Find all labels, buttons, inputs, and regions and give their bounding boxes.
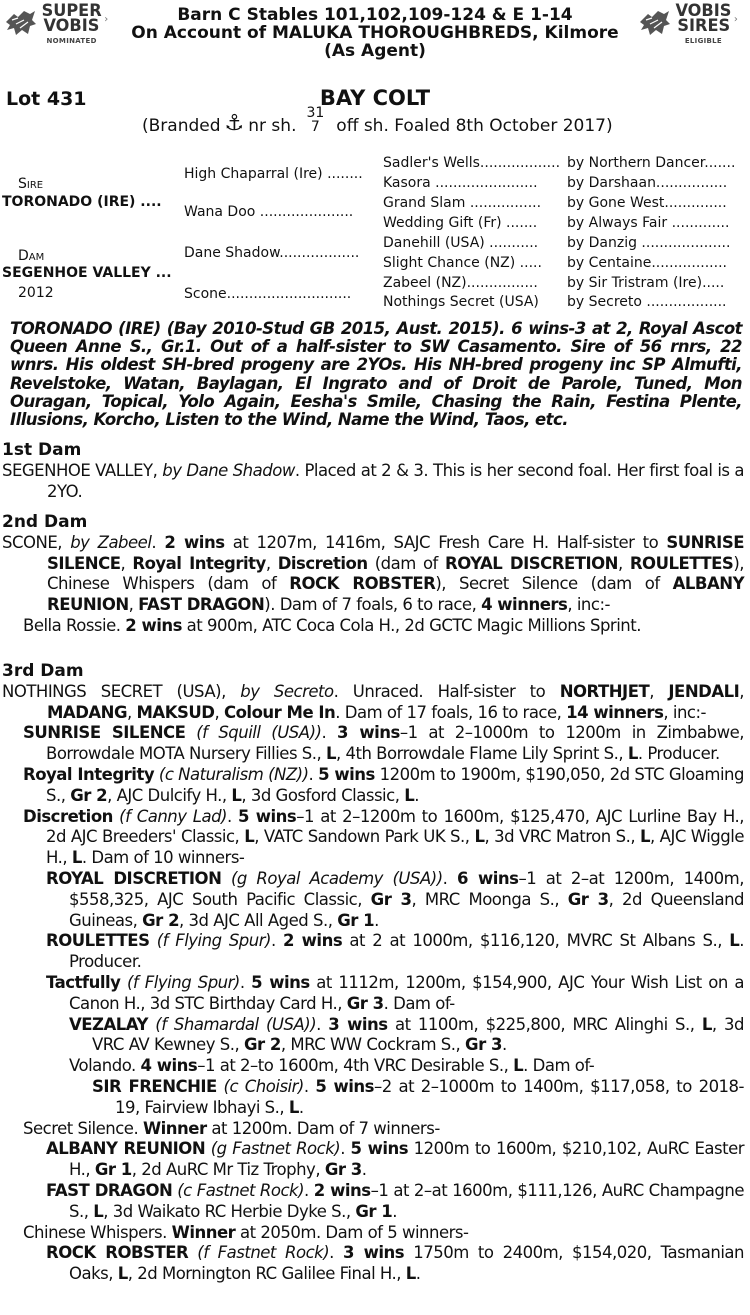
brand-description [142,105,613,140]
text: at 1112m, 1200m, $154,900, AJC Your Wish List on a Canon H., 3d STC Birthday Card H., [69,972,744,1013]
bold-text: ROYAL DISCRETION [445,553,618,573]
wins: Winner [171,1222,236,1242]
text: , 3d AJC All Aged S., [179,910,338,930]
bold-text: Discretion [277,553,368,573]
text: . [316,1014,329,1034]
bold-text: ROULETTES [629,553,734,573]
third-dam-section [0,661,750,1285]
gen3-name-3: Grand Slam ................ [383,195,542,211]
text: . [151,532,165,552]
text: . [239,972,252,992]
brand-fraction [306,106,324,134]
wins: 2 wins [282,931,343,951]
gen3-name-6: Slight Chance (NZ) ..... [383,255,542,271]
bold-text: 4 winners [481,595,568,615]
dam-sire: by Dane Shadow [162,460,295,480]
wins: Winner [142,1118,207,1138]
text: . Dam of 17 foals, 16 to race, [335,702,567,722]
sex-sire: (f Flying Spur) [149,931,271,951]
text: –1 at 2–1000m to 1200m in Zimbabwe, Borrowdale MOTA Nursery Fillies S., [46,723,744,764]
horse-name: Chinese Whispers. [23,1222,172,1242]
progeny-discretion [0,807,750,869]
near-shoulder-label: nr sh. [248,116,297,136]
logo-sub-nominated: NOMINATED [46,37,97,45]
text: , 2d Queensland Guineas, [69,889,745,930]
text: ), Secret Silence (dam of [435,574,673,594]
text: , MRC WW Cockram S., [280,1035,466,1055]
branded-label: (Branded [142,116,221,136]
bold-text: FAST DRAGON [138,595,265,615]
sire-sire: High Chaparral (Ire) ........ [184,166,363,182]
race-grade: Gr 3 [324,1160,362,1180]
text: . [303,1076,316,1096]
race-grade: L [326,744,337,764]
text: , [649,681,669,701]
sex-sire: (c Naturalism (NZ)) [154,764,309,784]
sex-sire: (c Choisir) [216,1076,304,1096]
logo-text-vobis: VOBIS [43,16,100,36]
race-grade: Gr 2 [70,785,108,805]
text: . Producer. [637,744,720,764]
sire-name: TORONADO (IRE) .... [2,194,162,210]
progeny-sir-frenchie [0,1077,750,1119]
text: , [128,595,139,615]
race-grade: L [405,1264,416,1284]
race-grade: L [244,827,255,847]
progeny-vezalay [0,1015,750,1057]
bold-text: 14 winners [566,702,664,722]
progeny-tactfully [0,973,750,1015]
progeny-albany-reunion [0,1139,750,1181]
text: , 3d Waikato RC Herbie Dyke S., [103,1201,356,1221]
text: –2 at 2–1000m to 1400m, $117,058, to 2018-19, Fairview Ibhayi S., [115,1076,745,1117]
text: . Producer. [69,931,744,972]
horse-name: Secret Silence. [23,1118,143,1138]
dam-dam: Scone............................ [184,286,352,302]
text: , 3d Gosford Classic, [241,785,405,805]
agent-line: (As Agent) [324,41,426,61]
gen3-by-5: by Danzig .................... [567,235,731,251]
third-dam-text: NOTHINGS SECRET (USA), by Secreto. Unraced. Half-sister to NORTHJET, JENDALI, MADANG, MAKSUD, Colour Me In. Dam of 17 foals, 16 to race, 14 winners, inc:- [2,681,744,722]
sex-sire: (f Shamardal (USA)) [147,1014,317,1034]
progeny-roulettes [0,931,750,973]
text: ), Chinese Whispers (dam of [47,553,744,594]
race-grade: L [288,1097,299,1117]
text: . [442,868,457,888]
logo-text-super: SUPER [41,1,102,21]
race-grade: L [93,1201,104,1221]
bold-text: ALBANY REUNION [47,574,745,615]
sire-description: TORONADO (IRE) (Bay 2010-Stud GB 2015, Aust. 2015). 6 wins-3 at 2, Royal Ascot Queen Anne S., Gr.1. Out of a half-sister to SW Casamento. Sire of 56 rnrs, 22 wnrs. His oldest SH-bred progeny are 2YOs. His NH-bred progeny inc SP Almufti, Revelstoke, Watan, Baylagan, El Ingrato and of Droit de Parole, Tuned, Mon Ouragan, Topical, Yolo Again, Eesha's Smile, Chasing the Rain, Festina Plente, Illusions, Korcho, Listen to the Wind, Name the Wind, Taos, etc. [10,319,742,430]
progeny-royal-discretion [0,869,750,931]
text: , [120,553,133,573]
text: , AJC Wiggle H., [46,827,744,868]
progeny-rock-robster [0,1243,750,1285]
text: . [361,1160,367,1180]
text: . [227,806,239,826]
wins: 5 wins [315,1076,374,1096]
text: at 1200m. Dam of 7 winners- [206,1118,440,1138]
horse-name: FAST DRAGON [46,1180,173,1200]
race-grade: L [71,848,82,868]
first-dam-heading: 1st Dam [2,440,82,460]
race-grade: L [701,1014,712,1034]
text: ). Dam of 7 foals, 6 to race, [264,595,482,615]
dam-year: 2012 [18,285,54,301]
horse-name: Bella Rossie. [23,615,126,635]
chevron-right-icon: › [104,14,109,25]
text: , [265,553,278,573]
bold-text: JENDALI [668,681,740,701]
second-dam-heading: 2nd Dam [2,512,88,532]
gen3-by-4: by Always Fair ............. [567,215,730,231]
text: at 1207m, 1416m, SAJC Fresh Care H. Half-sister to [224,532,667,552]
text: . [329,1243,344,1263]
text: . [308,764,319,784]
text: . [414,785,419,805]
lot-number: Lot 431 [6,88,87,110]
text: , [214,702,224,722]
gen3-name-2: Kasora ....................... [383,175,538,191]
text: –1 at 2–1200m to 1600m, $125,470, AJC Lurline Bay H., 2d AJC Breeders' Classic, [46,806,744,847]
race-grade: L [729,931,740,951]
dam-name: SCONE [2,532,58,552]
gen3-by-3: by Gone West.............. [567,195,727,211]
sex-sire: (f Squill (USA)) [185,723,322,743]
text: . [270,931,283,951]
race-grade: Gr 3 [370,889,412,909]
dam-name: SEGENHOE VALLEY [2,460,153,480]
text: , 3d VRC Matron S., [484,827,640,847]
horse-name: Royal Integrity [23,764,155,784]
progeny-sunrise-silence [0,723,750,765]
horse-name: SUNRISE SILENCE [23,723,186,743]
text: at 2 at 1000m, $116,120, MVRC St Albans S., [342,931,730,951]
wins: 3 wins [328,1014,388,1034]
sex-sire: (f Canny Lad) [112,806,227,826]
gen3-name-4: Wedding Gift (Fr) ....... [383,215,538,231]
text: 1750m to 2400m, $154,020, Tasmanian Oaks, [69,1243,744,1284]
barn-location: Barn C Stables 101,102,109-124 & E 1-14 [177,5,573,25]
wins: 6 wins [456,868,519,888]
race-grade: Gr 2 [243,1035,281,1055]
gen3-name-8: Nothings Secret (USA) [383,294,539,310]
race-grade: Gr 1 [94,1160,132,1180]
text: . [340,1139,351,1159]
gen3-name-7: Zabeel (NZ)................ [383,275,538,291]
wins: 5 wins [350,1139,409,1159]
horse-name: ALBANY REUNION [46,1139,206,1159]
text: (dam of [367,553,445,573]
dam-record: . Placed at 2 & 3. This is her second foal. Her first foal is a 2YO. [47,460,745,501]
text: , [739,681,744,701]
text: –1 at 2–at 1200m, 1400m, $558,325, AJC South Pacific Classic, [69,868,744,909]
sex-sire: (g Royal Academy (USA)) [221,868,443,888]
race-grade: L [474,827,485,847]
race-grade: Gr 3 [465,1035,502,1055]
sex-sire: (c Fastnet Rock) [172,1180,305,1200]
race-grade: Gr 3 [346,993,384,1013]
gen3-name-5: Danehill (USA) ........... [383,235,539,251]
text: , MRC Moonga S., [411,889,568,909]
vendor-line: On Account of MALUKA THOROUGHBREDS, Kilmore [131,23,619,43]
anchor-icon: ⚓ [224,110,245,136]
third-dam-heading: 3rd Dam [2,661,84,681]
text: , AJC Dulcify H., [107,785,232,805]
bold-text: 2 wins [164,532,225,552]
fraction-top: 31 [306,105,325,121]
sire-dam: Wana Doo ..................... [184,204,354,220]
text: , 2d AuRC Mr Tiz Trophy, [131,1160,325,1180]
fraction-bottom: 7 [310,119,320,135]
horse-name: SIR FRENCHIE [92,1076,217,1096]
wins: 2 wins [313,1180,371,1200]
text: at 900m, ATC Coca Cola H., 2d GCTC Magic Millions Sprint. [181,615,641,635]
horse-name: Volando. [69,1056,141,1076]
text: , [617,553,630,573]
horse-name: Tactfully [46,972,121,992]
progeny-volando [0,1056,750,1077]
text: . [304,1180,314,1200]
wins: 4 wins [140,1056,198,1076]
logo-text-sires: SIRES [677,16,730,36]
gen3-by-6: by Centaine................. [567,255,727,271]
horse-name: ROYAL DISCRETION [46,868,222,888]
bold-text: NORTHJET [559,681,650,701]
horse-name: VEZALAY [69,1014,148,1034]
text: , 2d Mornington RC Galilee Final H., [127,1264,406,1284]
bold-text: Colour Me In [223,702,336,722]
text: , 3d VRC AV Kewney S., [92,1014,744,1055]
race-grade: L [404,785,415,805]
horse-name: ROCK ROBSTER [46,1243,189,1263]
race-grade: L [231,785,242,805]
text: 1200m to 1600m, $210,102, AuRC Easter H., [69,1139,744,1180]
lot-title: BAY COLT [319,86,431,110]
wins: 5 wins [238,806,297,826]
race-grade: L [117,1264,128,1284]
text: . [392,1201,397,1221]
progeny-chinese-whispers [0,1223,750,1244]
foaling-date: off sh. Foaled 8th October 2017) [336,116,613,136]
text: , 4th Borrowdale Flame Lily Sprint S., [336,744,628,764]
text: . Dam of- [523,1056,595,1076]
dam-name: SEGENHOE VALLEY ... [2,265,172,281]
logo-text-vobis: VOBIS [675,1,732,21]
text: –1 at 2–at 1600m, $111,126, AuRC Champagne S., [69,1180,744,1221]
progeny-fast-dragon [0,1181,750,1223]
wins: 3 wins [337,723,400,743]
progeny-royal-integrity [0,765,750,807]
text: . [321,723,338,743]
horse-name: ROULETTES [46,931,150,951]
race-grade: L [513,1056,524,1076]
gen3-by-8: by Secreto .................. [567,294,727,310]
text: , inc:- [567,595,610,615]
sex-sire: (g Fastnet Rock) [205,1139,341,1159]
race-grade: Gr 3 [567,889,609,909]
bold-text: MADANG [47,702,128,722]
dam-sire: by Zabeel [70,532,152,552]
text: 1200m to 1900m, $190,050, 2d STC Gloaming S., [46,764,744,805]
bold-text: ROCK ROBSTER [289,574,436,594]
text: . [298,1097,304,1117]
bold-text: Royal Integrity [132,553,266,573]
race-grade: Gr 1 [355,1201,393,1221]
progeny-secret-silence [0,1119,750,1140]
text: , [127,702,137,722]
race-grade: L [639,827,650,847]
text: , VATC Sandown Park UK S., [254,827,475,847]
text: . [374,910,379,930]
sire-label: Sire [18,176,44,192]
gen3-name-1: Sadler's Wells.................. [383,155,561,171]
text: . [501,1035,507,1055]
bold-text: SUNRISE SILENCE [47,532,744,573]
wins: 5 wins [251,972,310,992]
dam-sire: Dane Shadow.................. [184,245,360,261]
text: at 1100m, $225,800, MRC Alinghi S., [387,1014,702,1034]
gen3-by-7: by Sir Tristram (Ire)..... [567,275,725,291]
gen3-by-2: by Darshaan................ [567,175,728,191]
text: –1 at 2–to 1600m, 4th VRC Desirable S., [197,1056,514,1076]
text: . [415,1264,421,1284]
gen3-by-1: by Northern Dancer....... [567,155,736,171]
second-dam-text: SCONE, by Zabeel. 2 wins at 1207m, 1416m, SAJC Fresh Care H. Half-sister to SUNRISE SILENCE, Royal Integrity, Discretion (dam of ROYAL DISCRETION, ROULETTES), Chinese Whispers (dam of ROCK ROBSTER), Secret Silence (dam of ALBANY REUNION, FAST DRAGON). Dam of 7 foals, 6 to race, 4 winners, inc:- [2,532,745,615]
text: . Unraced. Half-sister to [333,681,560,701]
second-dam-section [0,512,750,637]
text: at 2050m. Dam of 5 winners- [235,1222,469,1242]
horse-name: Discretion [23,806,113,826]
dam-sire: by Secreto [240,681,334,701]
first-dam-text: SEGENHOE VALLEY, by Dane Shadow. Placed at 2 & 3. This is her second foal. Her first foal is a 2YO. [2,460,745,501]
text: . Dam of 10 winners- [81,848,245,868]
logo-sub-eligible: ELIGIBLE [684,37,723,45]
race-grade: L [627,744,638,764]
chevron-right-icon: › [733,14,738,25]
sex-sire: (f Flying Spur) [120,972,240,992]
progeny-bella-rossie [0,616,750,637]
race-grade: Gr 2 [142,910,180,930]
race-grade: Gr 1 [337,910,375,930]
text: . Dam of- [383,993,455,1013]
dam-name: NOTHINGS SECRET (USA) [2,681,222,701]
wins: 5 wins [318,764,375,784]
bold-text: MAKSUD [136,702,215,722]
wins: 2 wins [125,615,182,635]
dam-label: Dam [18,248,45,264]
text: , inc:- [663,702,707,722]
first-dam-section [0,440,750,502]
wins: 3 wins [343,1243,405,1263]
sex-sire: (f Fastnet Rock) [188,1243,330,1263]
